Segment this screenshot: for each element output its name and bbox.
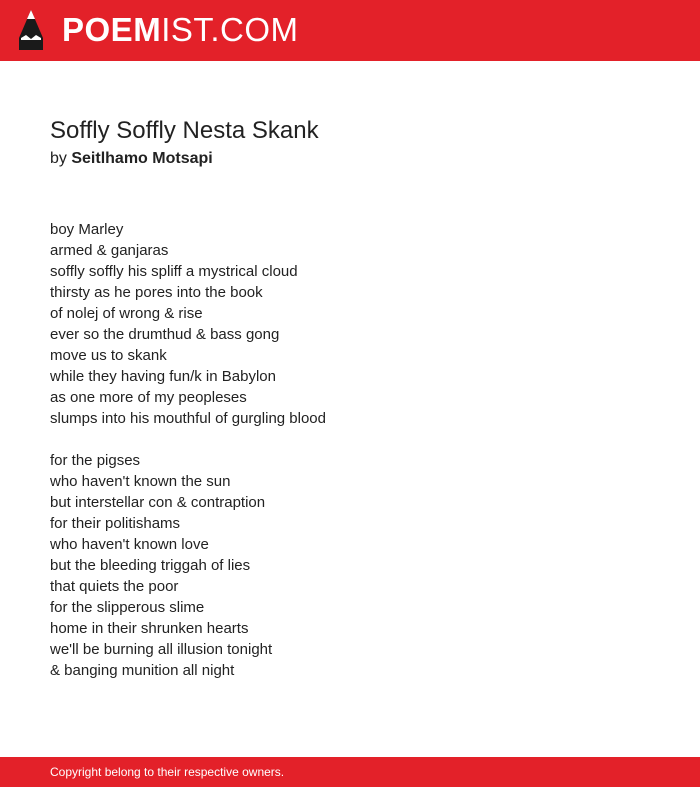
poem-line: who haven't known the sun <box>50 473 231 490</box>
poem-line: that quiets the poor <box>50 578 179 595</box>
site-header <box>0 0 700 61</box>
brand-light: IST.COM <box>161 11 299 48</box>
byline <box>50 148 213 170</box>
poem-line: but interstellar con & contraption <box>50 494 266 511</box>
poem-line: as one more of my peopleses <box>50 389 247 406</box>
poem-line: boy Marley <box>50 221 124 238</box>
site-logo-text[interactable] <box>62 10 299 50</box>
poem-line: of nolej of wrong & rise <box>50 305 203 322</box>
poem-line: while they having fun/k in Babylon <box>50 368 276 385</box>
author-name: Seitlhamo Motsapi <box>71 150 213 167</box>
poem-title: Soffly Soffly Nesta Skank <box>50 117 319 144</box>
stanza <box>50 219 326 429</box>
poem-line: ever so the drumthud & bass gong <box>50 326 280 343</box>
poem-line: for their politishams <box>50 515 181 532</box>
poem-line: for the slipperous slime <box>50 599 205 616</box>
poem-line: but the bleeding triggah of lies <box>50 557 251 574</box>
poem-line: for the pigses <box>50 452 141 469</box>
poem-line: home in their shrunken hearts <box>50 620 249 637</box>
poem-line: thirsty as he pores into the book <box>50 284 263 301</box>
stanza <box>50 450 326 681</box>
poem-body <box>50 219 326 702</box>
copyright-notice: Copyright belong to their respective owners. <box>50 765 285 779</box>
poem-line: & banging munition all night <box>50 662 235 679</box>
poem-line: slumps into his mouthful of gurgling blood <box>50 410 326 427</box>
site-footer <box>0 757 700 787</box>
poem-line: soffly soffly his spliff a mystrical cloud <box>50 263 298 280</box>
by-label: by <box>50 150 67 167</box>
poem-line: who haven't known love <box>50 536 209 553</box>
poem-line: armed & ganjaras <box>50 242 169 259</box>
brand-bold: POEM <box>62 11 162 48</box>
pencil-tip-icon[interactable] <box>16 8 46 52</box>
poem-line: move us to skank <box>50 347 167 364</box>
poem-line: we'll be burning all illusion tonight <box>50 641 273 658</box>
